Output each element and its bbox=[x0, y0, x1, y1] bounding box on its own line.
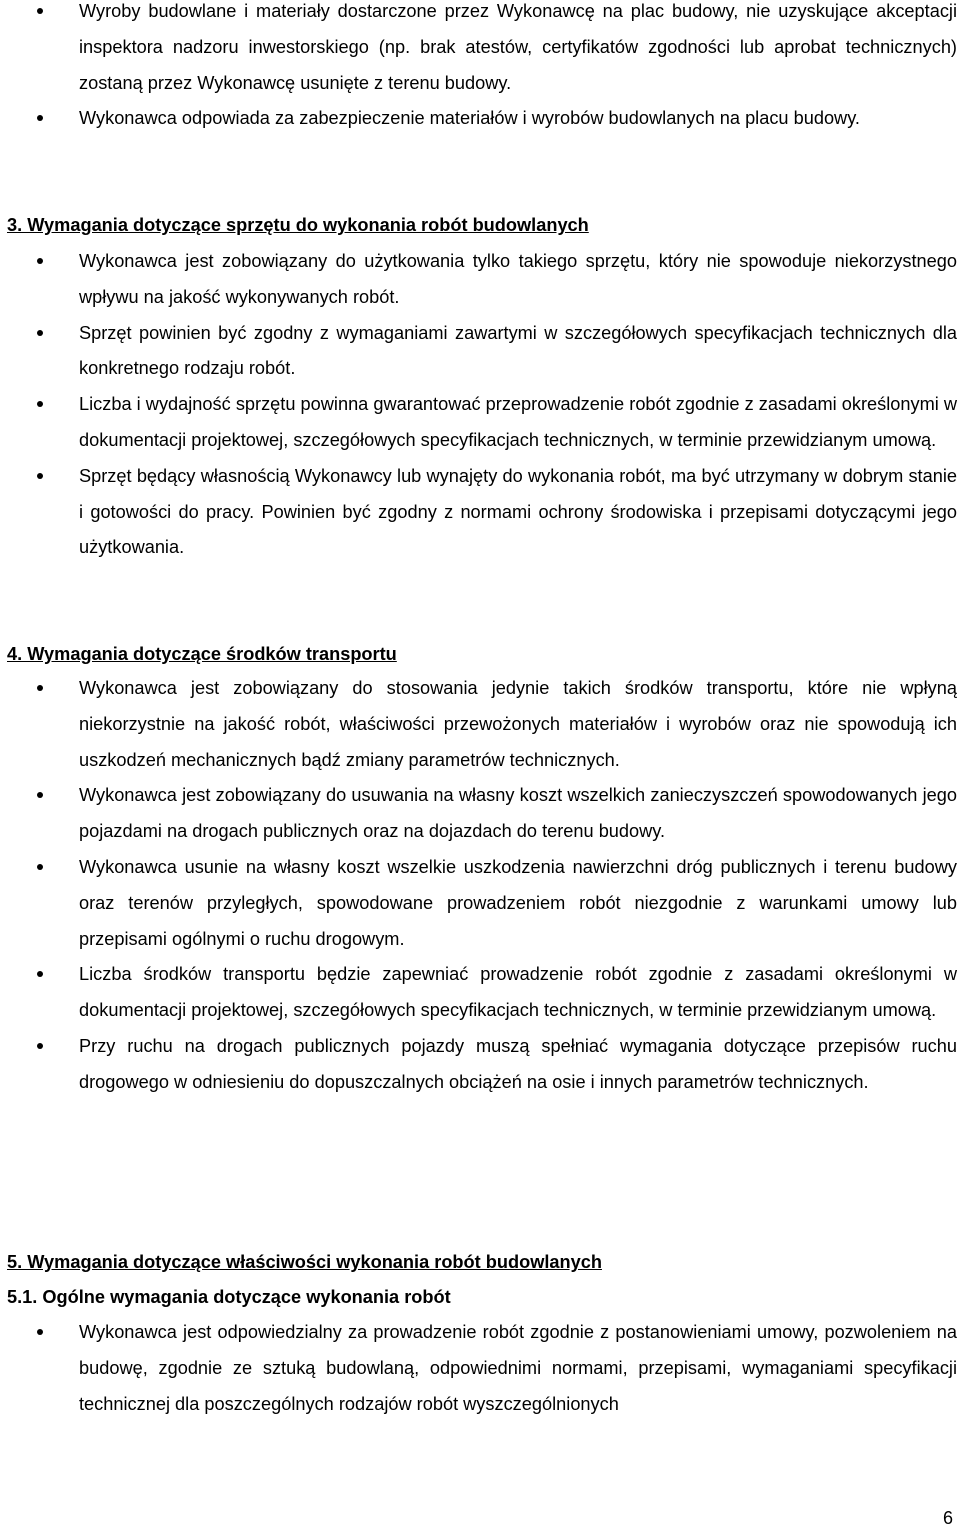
list-item bbox=[0, 316, 957, 388]
list-item-text: Liczba środków transportu będzie zapewniać prowadzenie robót zgodnie z zasadami określonymi w dokumentacji projektowej, szczegółowych specyfikacjach technicznych, w terminie przewidzianym umową. bbox=[79, 964, 957, 1021]
bullet-icon bbox=[37, 258, 43, 264]
list-item bbox=[0, 1029, 957, 1101]
intro-section bbox=[0, 0, 957, 137]
section-4-heading: 4. Wymagania dotyczące środków transportu bbox=[7, 644, 397, 664]
list-item bbox=[0, 850, 957, 957]
section-4-bullet-list bbox=[0, 671, 957, 1101]
section-5-1-subheading: 5.1. Ogólne wymagania dotyczące wykonania robót bbox=[7, 1287, 451, 1307]
bullet-icon bbox=[37, 685, 43, 691]
list-item bbox=[0, 0, 957, 101]
list-item bbox=[0, 244, 957, 316]
section-3-heading: 3. Wymagania dotyczące sprzętu do wykonania robót budowlanych bbox=[7, 215, 589, 235]
list-item bbox=[0, 778, 957, 850]
list-item-text: Sprzęt będący własnością Wykonawcy lub wynajęty do wykonania robót, ma być utrzymany w dobrym stanie i gotowości do pracy. Powinien być zgodny z normami ochrony środowiska i przepisami dotyczącymi jego użytkowania. bbox=[79, 465, 957, 558]
bullet-icon bbox=[37, 792, 43, 798]
bullet-icon bbox=[37, 115, 43, 121]
list-item bbox=[0, 671, 957, 778]
bullet-icon bbox=[37, 1329, 43, 1335]
section-3-body bbox=[0, 244, 957, 566]
bullet-icon bbox=[37, 401, 43, 407]
bullet-icon bbox=[37, 8, 43, 14]
list-item-text: Wykonawca jest zobowiązany do użytkowania tylko takiego sprzętu, który nie spowoduje niekorzystnego wpływu na jakość wykonywanych robót. bbox=[79, 251, 957, 307]
list-item-text: Wykonawca odpowiada za zabezpieczenie materiałów i wyrobów budowlanych na placu budowy. bbox=[79, 108, 860, 129]
bullet-icon bbox=[37, 1043, 43, 1049]
section-5-body bbox=[0, 1315, 957, 1422]
bullet-icon bbox=[37, 971, 43, 977]
list-item bbox=[0, 101, 957, 137]
list-item bbox=[0, 387, 957, 459]
list-item bbox=[0, 957, 957, 1029]
list-item-text: Wyroby budowlane i materiały dostarczone przez Wykonawcę na plac budowy, nie uzyskujące akceptacji inspektora nadzoru inwestorskiego (np. brak atestów, certyfikatów zgodności lub aprobat technicznych) zostaną przez Wykonawcę usunięte z terenu budowy. bbox=[79, 1, 957, 93]
intro-bullet-list bbox=[0, 0, 957, 137]
list-item bbox=[0, 1315, 957, 1422]
list-item-text: Przy ruchu na drogach publicznych pojazdy muszą spełniać wymagania dotyczące przepisów ruchu drogowego w odniesieniu do dopuszczalnych obciążeń na osie i innych parametrów technicznych. bbox=[79, 1035, 957, 1092]
section-3-bullet-list bbox=[0, 244, 957, 566]
page-number: 6 bbox=[943, 1508, 954, 1528]
bullet-icon bbox=[37, 864, 43, 870]
list-item bbox=[0, 459, 957, 566]
list-item-text: Liczba i wydajność sprzętu powinna gwarantować przeprowadzenie robót zgodnie z zasadami określonymi w dokumentacji projektowej, szczegółowych specyfikacjach technicznych, w terminie przewidzianym umową. bbox=[79, 394, 957, 450]
section-5-heading: 5. Wymagania dotyczące właściwości wykonania robót budowlanych bbox=[7, 1252, 602, 1272]
list-item-text: Sprzęt powinien być zgodny z wymaganiami zawartymi w szczegółowych specyfikacjach technicznych dla konkretnego rodzaju robót. bbox=[79, 322, 957, 379]
bullet-icon bbox=[37, 330, 43, 336]
list-item-text: Wykonawca jest odpowiedzialny za prowadzenie robót zgodnie z postanowieniami umowy, pozwoleniem na budowę, zgodnie ze sztuką budowlaną, odpowiednimi normami, przepisami, wymaganiami specyfikacji technicznej dla poszczególnych rodzajów robót wyszczególnionych bbox=[79, 1322, 957, 1414]
list-item-text: Wykonawca jest zobowiązany do usuwania na własny koszt wszelkich zanieczyszczeń spowodowanych jego pojazdami na drogach publicznych oraz na dojazdach do terenu budowy. bbox=[79, 785, 957, 842]
list-item-text: Wykonawca jest zobowiązany do stosowania jedynie takich środków transportu, które nie wpłyną niekorzystnie na jakość robót, właściwości przewożonych materiałów i wyrobów oraz nie spowodują ich uszkodzeń mechanicznych bądź zmiany parametrów technicznych. bbox=[79, 678, 957, 770]
bullet-icon bbox=[37, 473, 43, 479]
section-4-body bbox=[0, 671, 957, 1101]
section-5-bullet-list bbox=[0, 1315, 957, 1422]
list-item-text: Wykonawca usunie na własny koszt wszelkie uszkodzenia nawierzchni dróg publicznych i terenu budowy oraz terenów przyległych, spowodowane prowadzeniem robót niezgodnie z warunkami umowy lub przepisami ogólnymi o ruchu drogowym. bbox=[79, 856, 957, 949]
